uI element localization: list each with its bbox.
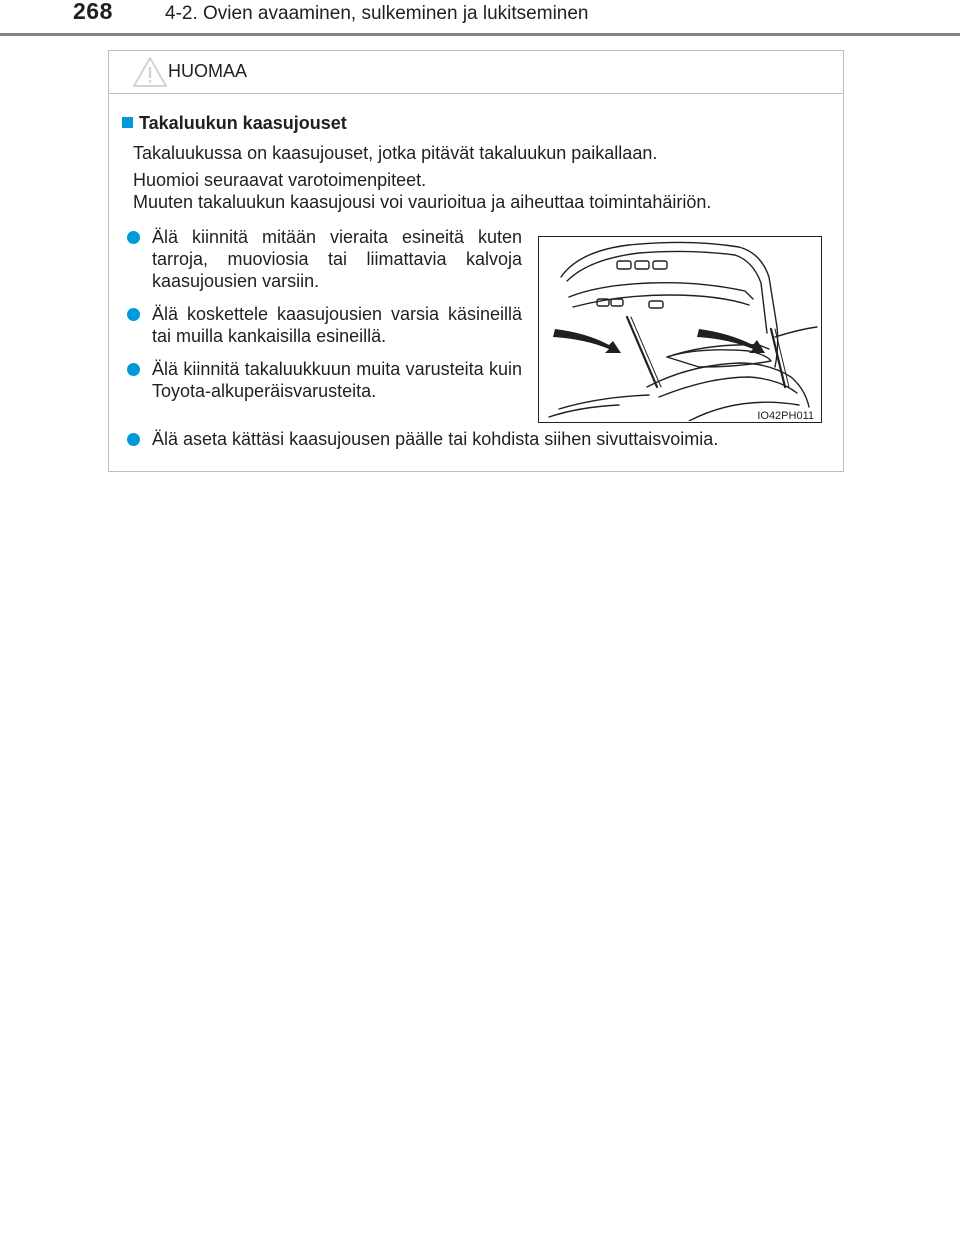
precautions-line-1: Huomioi seuraavat varotoimenpiteet. <box>133 170 427 190</box>
caution-label: HUOMAA <box>168 61 248 81</box>
tailgate-drawing <box>539 237 820 421</box>
intro-paragraph: Takaluukussa on kaasujouset, jotka pitävät takaluukun paikallaan. <box>133 143 658 163</box>
bullet-dot-icon <box>127 231 140 244</box>
precautions-line-2: Muuten takaluukun kaasujousi voi vaurioitua ja aiheuttaa toimintahäiriön. <box>133 192 712 212</box>
header-rule <box>0 33 960 36</box>
subheading-text: Takaluukun kaasujouset <box>139 113 347 133</box>
precautions-paragraph <box>133 169 711 213</box>
section-title: 4-2. Ovien avaaminen, sulkeminen ja lukitseminen <box>165 3 589 24</box>
warning-triangle-icon <box>132 56 168 88</box>
list-item <box>127 358 522 402</box>
list-item <box>127 303 522 347</box>
list-item-text: Älä kiinnitä mitään vieraita esineitä kuten tarroja, muoviosia tai liimattavia kalvoja kaasujousien varsiin. <box>152 227 522 291</box>
bullet-list <box>127 226 522 413</box>
tailgate-gas-spring-illustration <box>538 236 822 423</box>
caution-box <box>108 50 844 472</box>
list-item-text: Älä koskettele kaasujousien varsia käsineillä tai muilla kankaisilla esineillä. <box>152 304 522 346</box>
figure-code: IO42PH011 <box>757 410 814 422</box>
list-item <box>127 226 522 292</box>
bullet-dot-icon <box>127 433 140 446</box>
list-item-text: Älä aseta kättäsi kaasujousen päälle tai kohdista siihen sivuttaisvoimia. <box>152 429 719 449</box>
square-bullet-icon <box>122 117 133 128</box>
list-item-text: Älä kiinnitä takaluukkuun muita varusteita kuin Toyota-alkuperäisvarusteita. <box>152 359 522 401</box>
caution-header <box>109 51 843 94</box>
bullet-dot-icon <box>127 363 140 376</box>
page-number: 268 <box>73 0 113 24</box>
list-item <box>127 428 718 450</box>
subheading <box>122 113 347 134</box>
bullet-dot-icon <box>127 308 140 321</box>
